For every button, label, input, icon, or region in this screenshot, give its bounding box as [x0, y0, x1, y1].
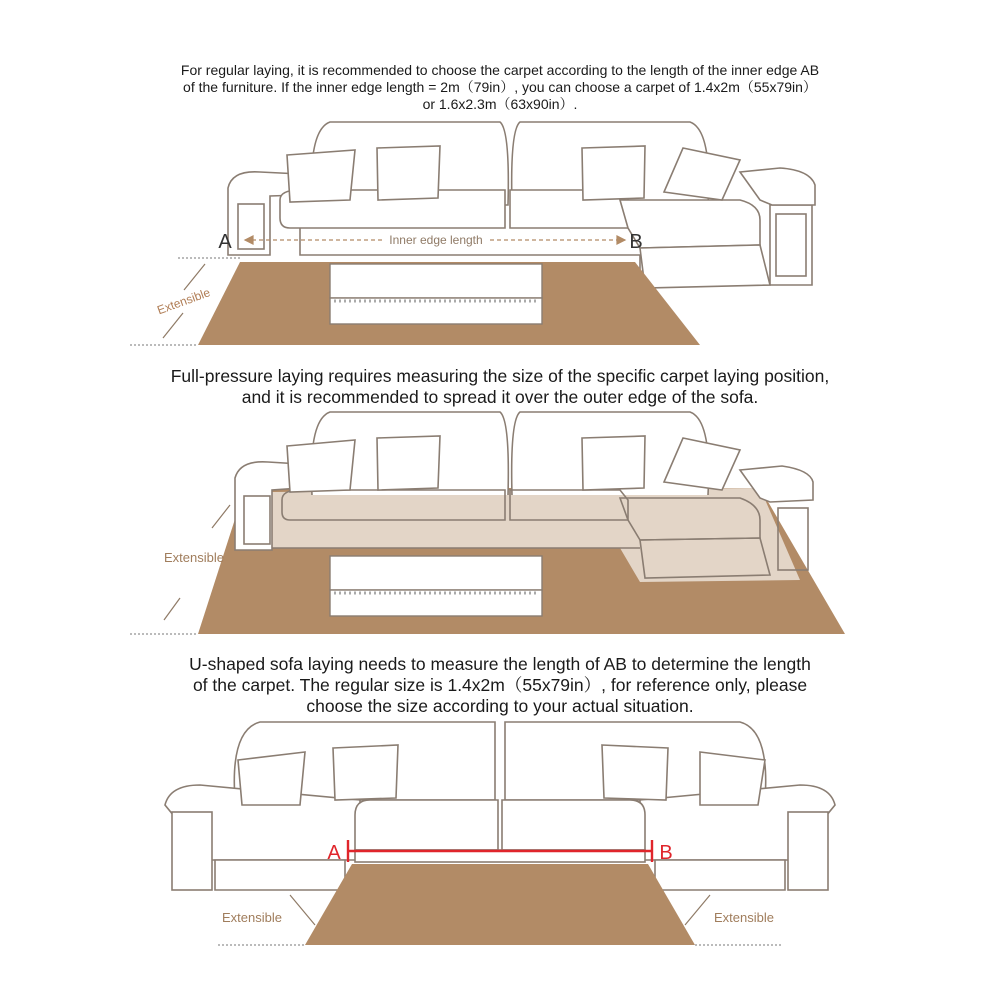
caption-u-line-2: of the carpet. The regular size is 1.4x2m（55x79in）, for reference only, please: [192, 675, 808, 695]
sofa-right-chaise-front: [655, 860, 785, 890]
seat-cushion: [355, 800, 498, 850]
point-a-label: A: [327, 842, 341, 864]
coffee-table: [330, 264, 542, 324]
inner-edge-label: Inner edge length: [389, 233, 483, 247]
seat-cushion: [502, 800, 645, 850]
extensible-label: Extensible: [155, 285, 213, 318]
sofa-right-arm-panel: [788, 812, 828, 890]
coffee-table: [330, 556, 542, 616]
caption-regular-line-2: of the furniture. If the inner edge length = 2m（79in）, you can choose a carpet of 1.4x2m（55x79in）: [183, 79, 817, 95]
sofa-right-arm: [740, 168, 815, 205]
pillow: [238, 752, 305, 805]
extensible-label-right: Extensible: [714, 910, 774, 925]
caption-u-line-3: choose the size according to your actual situation.: [306, 696, 694, 716]
pillow: [287, 440, 355, 492]
point-b-label: B: [629, 231, 643, 253]
sofa-left-chaise-front: [215, 860, 345, 890]
point-a-label: A: [218, 231, 232, 253]
pillow: [287, 150, 355, 202]
pillow: [333, 745, 398, 800]
extensible-label-left: Extensible: [222, 910, 282, 925]
caption-regular-line-1: For regular laying, it is recommended to choose the carpet according to the length of the inner edge AB: [180, 62, 820, 78]
caption-full-line-1: Full-pressure laying requires measuring the size of the specific carpet laying position,: [170, 366, 830, 386]
sofa-right-arm-panel: [776, 214, 806, 276]
scene-regular-laying: [0, 100, 1000, 360]
caption-u-line-1: U-shaped sofa laying needs to measure the length of AB to determine the length: [189, 654, 811, 674]
pillow: [377, 146, 440, 200]
extensible-label: Extensible: [164, 550, 224, 565]
carpet: [305, 864, 695, 945]
pillow: [377, 436, 440, 490]
pillow: [582, 436, 645, 490]
pillow: [602, 745, 668, 800]
caption-full-pressure: [0, 366, 1000, 408]
caption-full-line-2: and it is recommended to spread it over the outer edge of the sofa.: [241, 387, 759, 407]
pillow: [582, 146, 645, 200]
sofa-left-arm-panel: [244, 496, 270, 544]
sofa-chaise-front: [640, 245, 770, 288]
sofa-left-arm-panel: [172, 812, 212, 890]
point-b-label: B: [659, 842, 673, 864]
scene-u-shaped: [0, 718, 1000, 1000]
scene-full-pressure: [0, 410, 1000, 640]
caption-regular-line-3: or 1.6x2.3m（63x90in）.: [422, 96, 578, 112]
pillow: [700, 752, 765, 805]
caption-u-shaped: [0, 654, 1000, 717]
